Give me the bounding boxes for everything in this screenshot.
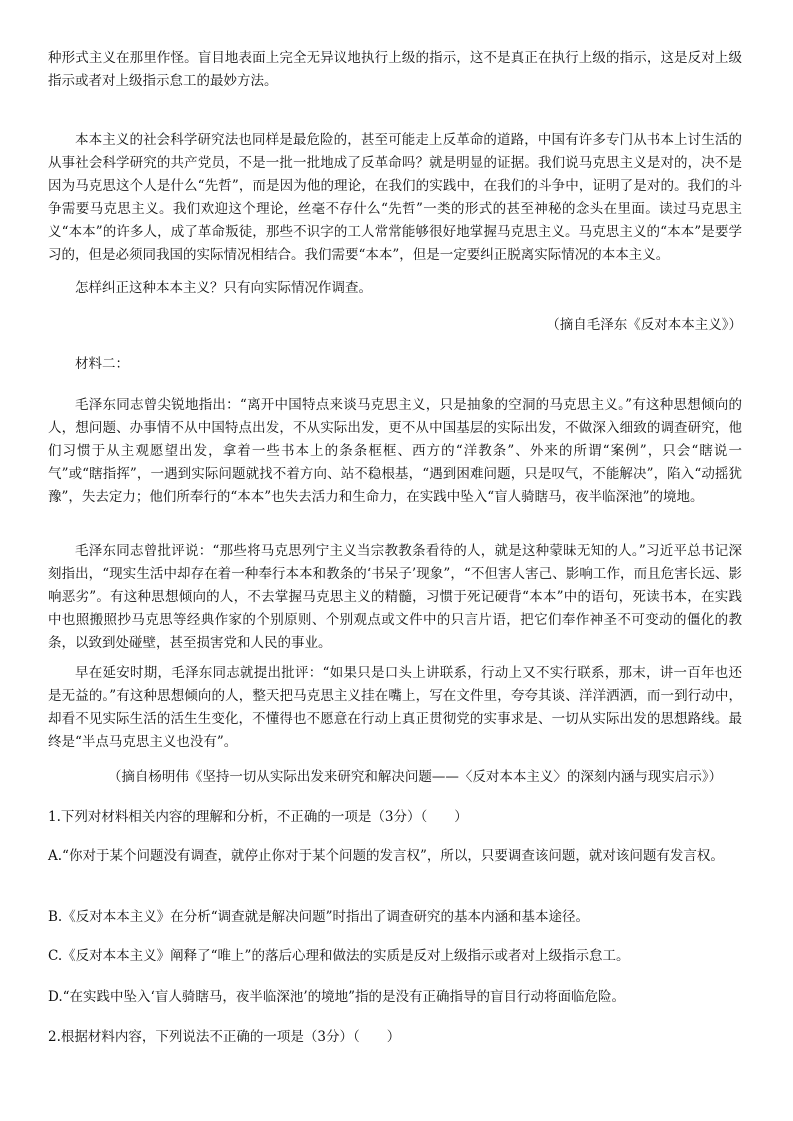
material-2-heading-block bbox=[48, 353, 742, 376]
paragraph-block-4 bbox=[48, 540, 742, 655]
source-citation-1-block bbox=[48, 314, 742, 337]
continued-paragraph: 种形式主义在那里作怪。盲目地表面上完全无异议地执行上级的指示，这不是真正在执行上级的指示，这是反对上级指示或者对上级指示怠工的最妙方法。 bbox=[48, 50, 742, 89]
body-paragraph-3: 毛泽东同志曾尖锐地指出：“离开中国特点来谈马克思主义，只是抽象的空洞的马克思主义。”有这种思想倾向的人，想问题、办事情不从中国特点出发，不从实际出发，更不从中国基层的实际出发，不做深入细致的调查研究，他们习惯于从主观愿望出发，拿着一些书本上的条条框框、西方的“洋教条”、外来的所谓“案例”，只会“瞎说一气”或“瞎指挥”，一遇到实际问题就找不着方向、站不稳根基，“遇到困难问题，只是叹气，不能解决”，陷入“动摇犹豫”，失去定力；他们所奉行的“本本”也失去活力和生命力，在实践中坠入“盲人骑瞎马，夜半临深池”的境地。 bbox=[48, 397, 742, 505]
material-2-heading: 材料二： bbox=[75, 356, 129, 372]
question-1: 1.下列对材料相关内容的理解和分析，不正确的一项是（3分）（ ） bbox=[48, 809, 468, 825]
body-paragraph-4: 毛泽东同志曾批评说：“那些将马克思列宁主义当宗教教条看待的人，就是这种蒙昧无知的人。”习近平总书记深刻指出，“现实生活中却存在着一种奉行本本和教条的‘书呆子’现象”，“不但害人害己、影响工作，而且危害长远、影响恶劣”。有这种思想倾向的人，不去掌握马克思主义的精髓，习惯于死记硬背“本本”中的语句，死读书本，在实践中也照搬照抄马克思等经典作家的个别原则、个别观点或文件中的只言片语，把它们奉作神圣不可变动的僵化的教条，以致到处碰壁，甚至损害党和人民的事业。 bbox=[48, 543, 742, 651]
source-citation-1: （摘自毛泽东《反对本本主义》） bbox=[546, 317, 742, 333]
paragraph-block-5 bbox=[48, 662, 742, 754]
continued-paragraph-block bbox=[48, 47, 742, 93]
source-citation-2: （摘自杨明伟《坚持一切从实际出发来研究和解决问题——〈反对本本主义〉的深刻内涵与现实启示》） bbox=[107, 769, 723, 785]
option-b-block bbox=[48, 906, 742, 929]
body-paragraph-5: 早在延安时期，毛泽东同志就提出批评：“如果只是口头上讲联系，行动上又不实行联系，那末，讲一百年也还是无益的。”有这种思想倾向的人，整天把马克思主义挂在嘴上，写在文件里，夸夸其谈、洋洋洒洒，而一到行动中，却看不见实际生活的活生生变化，不懂得也不愿意在行动上真正贯彻党的实事求是、一切从实际出发的思想路线。最终是“半点马克思主义也没有”。 bbox=[48, 665, 742, 750]
question-1-option-b: B.《反对本本主义》在分析“调查就是解决问题”时指出了调查研究的基本内涵和基本途径。 bbox=[48, 909, 590, 925]
paragraph-block-2 bbox=[48, 277, 742, 300]
paragraph-block-3 bbox=[48, 394, 742, 509]
source-citation-2-block bbox=[48, 766, 742, 789]
question-2-block bbox=[48, 1026, 742, 1049]
question-1-option-a: A.“你对于某个问题没有调查，就停止你对于某个问题的发言权”，所以，只要调查该问题，就对该问题有发言权。 bbox=[48, 848, 724, 864]
body-paragraph-1: 本本主义的社会科学研究法也同样是最危险的，甚至可能走上反革命的道路，中国有许多专门从书本上讨生活的从事社会科学研究的共产党员，不是一批一批地成了反革命吗？就是明显的证据。我们说马克思主义是对的，决不是因为马克思这个人是什么“先哲”，而是因为他的理论，在我们的实践中，在我们的斗争中，证明了是对的。我们的斗争需要马克思主义。我们欢迎这个理论，丝毫不存什么“先哲”一类的形式的甚至神秘的念头在里面。读过马克思主义“本本”的许多人，成了革命叛徒，那些不识字的工人常常能够很好地掌握马克思主义。马克思主义的“本本”是要学习的，但是必须同我国的实际情况相结合。我们需要“本本”，但是一定要纠正脱离实际情况的本本主义。 bbox=[48, 132, 742, 263]
option-a-block bbox=[48, 845, 742, 868]
option-c-block bbox=[48, 945, 742, 968]
question-2: 2.根据材料内容，下列说法不正确的一项是（3分）（ ） bbox=[48, 1029, 401, 1045]
question-1-block bbox=[48, 806, 742, 829]
option-d-block bbox=[48, 986, 742, 1009]
question-1-option-c: C.《反对本本主义》阐释了“唯上”的落后心理和做法的实质是反对上级指示或者对上级指示怠工。 bbox=[48, 948, 630, 964]
body-paragraph-2: 怎样纠正这种本本主义？只有向实际情况作调查。 bbox=[75, 280, 372, 296]
question-1-option-d: D.“在实践中坠入‘盲人骑瞎马，夜半临深池’的境地”指的是没有正确指导的盲目行动将面临危险。 bbox=[48, 989, 626, 1005]
paragraph-block-1 bbox=[48, 129, 742, 267]
